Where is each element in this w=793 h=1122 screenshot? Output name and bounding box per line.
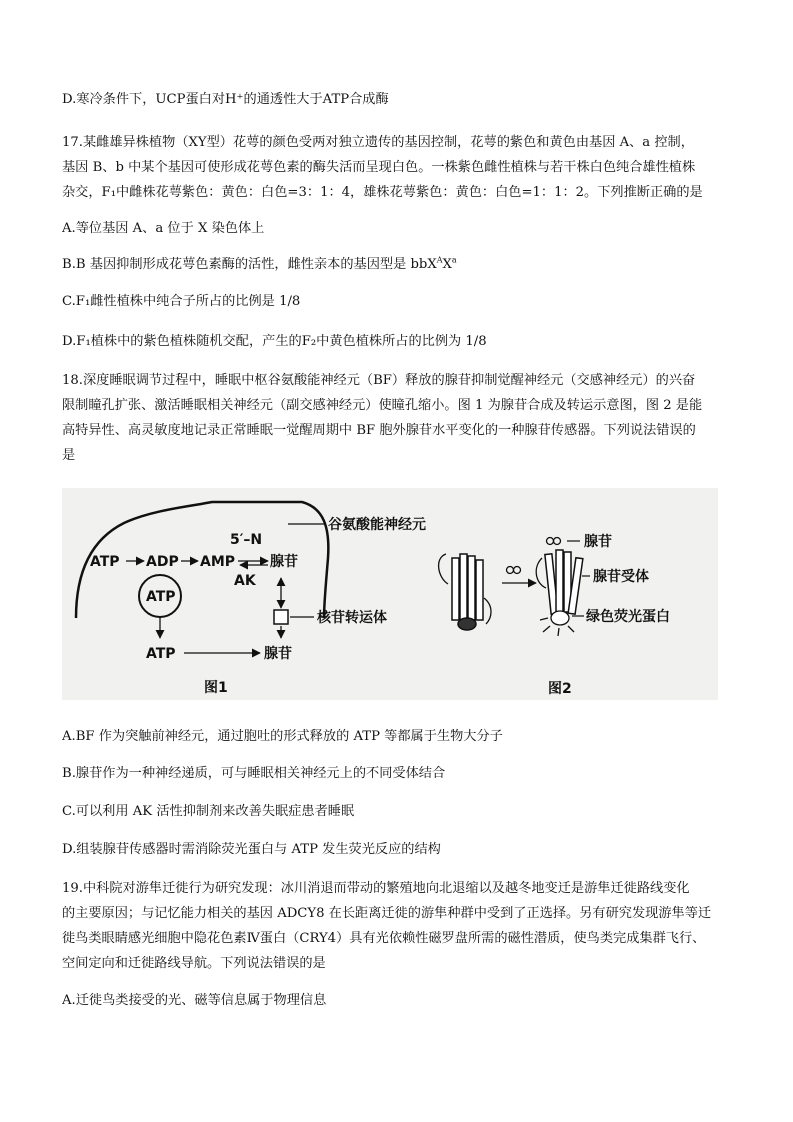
neuron-label: 谷氨酸能神经元 bbox=[328, 517, 426, 533]
amp-label: AMP bbox=[200, 554, 236, 570]
nucleoside-transporter bbox=[274, 610, 288, 624]
q16-option-d: D.寒冷条件下，UCP蛋白对H⁺的通透性大于ATP合成酶 bbox=[62, 92, 389, 107]
receptor-open bbox=[545, 550, 583, 614]
enzyme-5n-label: 5′–N bbox=[230, 532, 263, 548]
adp-label: ADP bbox=[146, 554, 179, 570]
q19-stem-line2: 的主要原因；与记忆能力相关的基因 ADCY8 在长距离迁徙的游隼种群中受到了正选择。另有研究发现游隼等迁 bbox=[62, 906, 712, 921]
fig2-receptor-label: 腺苷受体 bbox=[593, 569, 649, 585]
q17-stem-line3: 杂交，F₁中雌株花萼紫色：黄色：白色=3：1：4，雄株花萼紫色：黄色：白色=1：1：2。下列推断正确的是 bbox=[62, 185, 703, 200]
q18-option-d: D.组装腺苷传感器时需消除荧光蛋白与 ATP 发生荧光反应的结构 bbox=[62, 842, 441, 857]
q17-option-b-sup2: a bbox=[451, 256, 457, 265]
q19-option-a: A.迁徙鸟类接受的光、磁等信息属于物理信息 bbox=[62, 993, 327, 1008]
q17-option-b-text: B.B 基因抑制形成花萼色素酶的活性，雌性亲本的基因型是 bbX bbox=[62, 257, 437, 272]
ak-label: AK bbox=[234, 573, 256, 589]
vesicle-atp-label: ATP bbox=[146, 589, 176, 605]
q17-option-b-x: X bbox=[442, 257, 452, 272]
q17-stem-line1: 17.某雌雄异株植物（XY型）花萼的颜色受两对独立遗传的基因控制，花萼的紫色和黄色由基因 A、a 控制， bbox=[62, 135, 694, 150]
q18-stem-line2: 限制瞳孔扩张、激活睡眠相关神经元（副交感神经元）使瞳孔缩小。图 1 为腺苷合成及转运示意图，图 2 是能 bbox=[62, 398, 703, 413]
outside-atp-label: ATP bbox=[146, 646, 176, 662]
q17-option-b bbox=[62, 256, 734, 274]
q17-option-b-sup1: A bbox=[436, 256, 443, 265]
atp-label: ATP bbox=[90, 554, 120, 570]
fig2-gfp-label: 绿色荧光蛋白 bbox=[586, 609, 670, 625]
q18-figure-drawing bbox=[62, 488, 718, 700]
fig2-adenosine-label: 腺苷 bbox=[584, 534, 612, 550]
q17-option-d: D.F₁植株中的紫色植株随机交配，产生的F₂中黄色植株所占的比例为 1/8 bbox=[62, 334, 487, 349]
adenosine-label: 腺苷 bbox=[270, 554, 298, 570]
transporter-label: 核苷转运体 bbox=[317, 610, 387, 626]
q18-figure bbox=[62, 488, 718, 700]
q18-option-a: A.BF 作为突触前神经元，通过胞吐的形式释放的 ATP 等都属于生物大分子 bbox=[62, 729, 503, 744]
q18-stem-line4: 是 bbox=[62, 448, 76, 463]
q18-stem-line1: 18.深度睡眠调节过程中，睡眠中枢谷氨酸能神经元（BF）释放的腺苷抑制觉醒神经元（交感神经元）的兴奋 bbox=[62, 373, 696, 388]
q17-option-a: A.等位基因 A、a 位于 X 染色体上 bbox=[62, 221, 265, 236]
outside-adenosine-label: 腺苷 bbox=[264, 646, 292, 662]
q19-stem-line3: 徙鸟类眼睛感光细胞中隐花色素Ⅳ蛋白（CRY4）具有光依赖性磁罗盘所需的磁性潜质，使鸟类完成集群飞行、 bbox=[62, 931, 706, 946]
q18-option-b: B.腺苷作为一种神经递质，可与睡眠相关神经元上的不同受体结合 bbox=[62, 766, 446, 781]
q19-stem-line1: 19.中科院对游隼迁徙行为研究发现：冰川消退而带动的繁殖地向北退缩以及越冬地变迁是游隼迁徙路线变化 bbox=[62, 881, 690, 896]
q17-option-c: C.F₁雌性植株中纯合子所占的比例是 1/8 bbox=[62, 294, 301, 309]
fig1-label: 图1 bbox=[204, 680, 228, 696]
q18-option-c: C.可以利用 AK 活性抑制剂来改善失眠症患者睡眠 bbox=[62, 804, 355, 819]
fig2-label: 图2 bbox=[548, 681, 572, 697]
receptor-closed bbox=[452, 554, 483, 630]
gfp-glow bbox=[540, 611, 574, 636]
q17-stem-line2: 基因 B、b 中某个基因可使形成花萼色素的酶失活而呈现白色。一株紫色雌性植株与若干株白色纯合雄性植株 bbox=[62, 160, 696, 175]
q19-stem-line4: 空间定向和迁徙路线导航。下列说法错误的是 bbox=[62, 956, 326, 971]
q18-stem-line3: 高特异性、高灵敏度地记录正常睡眠一觉醒周期中 BF 胞外腺苷水平变化的一种腺苷传感器。下列说法错误的 bbox=[62, 423, 696, 438]
